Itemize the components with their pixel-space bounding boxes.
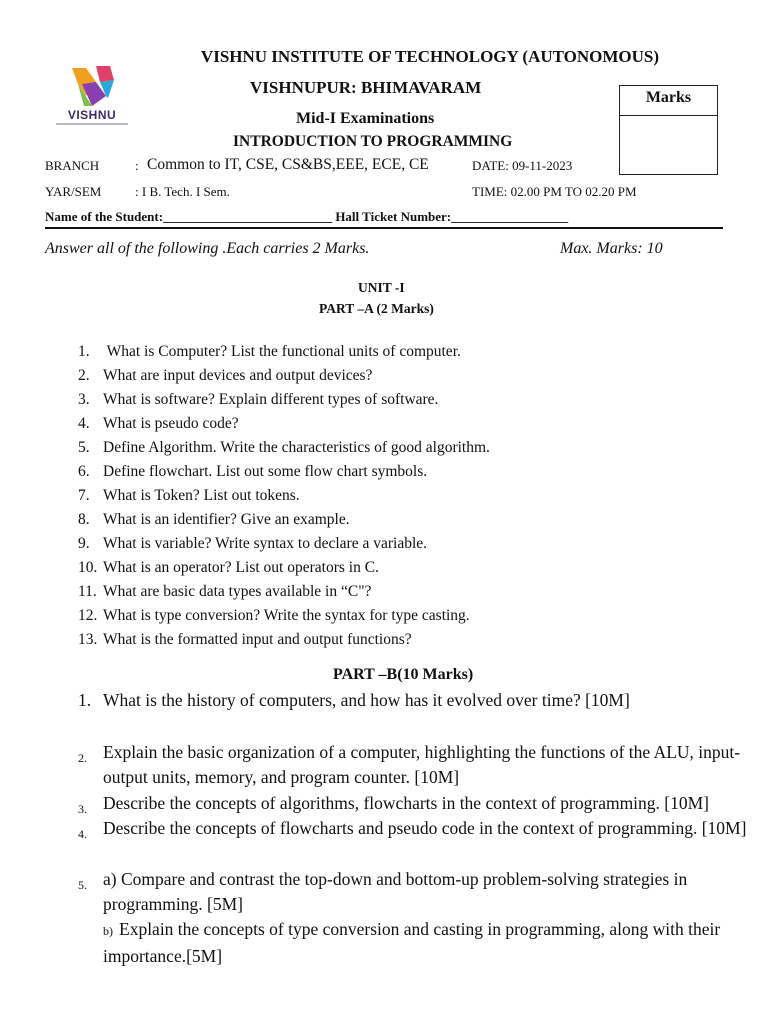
marks-box (619, 85, 718, 175)
max-marks: Max. Marks: 10 (560, 240, 663, 257)
list-item: 2. What are input devices and output devices? (78, 367, 373, 384)
part-a-list (78, 340, 490, 652)
list-item: 4. Describe the concepts of flowcharts and pseudo code in the context of programming. [10M] (78, 818, 747, 841)
list-item: 2. Explain the basic organization of a computer, highlighting the functions of the ALU, input-output units, memory, and program counter. [10M] (78, 742, 741, 787)
branch-value: Common to IT, CSE, CS&BS,EEE, ECE, CE (147, 156, 429, 173)
list-item: 7. What is Token? List out tokens. (78, 487, 300, 504)
list-item: 8. What is an identifier? Give an example. (78, 511, 350, 528)
list-item: 10. What is an operator? List out operators in C. (78, 559, 379, 576)
part-b-list (78, 688, 758, 988)
institute-name: VISHNU INSTITUTE OF TECHNOLOGY (AUTONOMOUS) (200, 47, 660, 66)
list-item: 5. a) Compare and contrast the top-down and bottom-up problem-solving strategies in programming. [5M] b) Explain the concepts of type conversion and casting in programming, along with their importance.[5M] (78, 869, 721, 966)
part-a-heading: PART –A (2 Marks) (319, 301, 434, 316)
exam-date: DATE: 09-11-2023 (472, 158, 573, 173)
list-item: 6. Define flowchart. List out some flow chart symbols. (78, 463, 428, 480)
logo-tagline (56, 123, 128, 125)
list-item: 1. What is Computer? List the functional units of computer. (78, 343, 461, 360)
list-item: 5. Define Algorithm. Write the characteristics of good algorithm. (78, 439, 490, 456)
yearsem-value: : I B. Tech. I Sem. (135, 184, 230, 199)
header-divider (45, 227, 723, 229)
list-item: 4. What is pseudo code? (78, 415, 239, 432)
student-details-line: Name of the Student:__________________________ Hall Ticket Number:__________________ (45, 209, 569, 224)
part-b-heading: PART –B(10 Marks) (333, 666, 474, 683)
exam-title: Mid-I Examinations (296, 110, 435, 127)
list-item: 9. What is variable? Write syntax to declare a variable. (78, 535, 428, 552)
yearsem-label: YAR/SEM (45, 184, 102, 199)
list-item: 3. Describe the concepts of algorithms, flowcharts in the context of programming. [10M] (78, 793, 710, 816)
list-item: 1. What is the history of computers, and how has it evolved over time? [10M] (78, 690, 630, 710)
logo-wordmark: VISHNU (67, 108, 117, 122)
list-item: 3. What is software? Explain different types of software. (78, 391, 439, 408)
branch-label: BRANCH (45, 158, 100, 173)
instructions-text: Answer all of the following .Each carries 2 Marks. (45, 240, 370, 257)
exam-time: TIME: 02.00 PM TO 02.20 PM (472, 184, 637, 199)
unit-heading: UNIT -I (358, 280, 405, 295)
branch-separator: : (135, 158, 139, 173)
list-item: 12. What is type conversion? Write the syntax for type casting. (78, 607, 470, 624)
marks-box-label: Marks (620, 86, 717, 116)
list-item: 11. What are basic data types available in “C"? (78, 583, 372, 600)
institute-location: VISHNUPUR: BHIMAVARAM (250, 78, 482, 97)
list-item: 13. What is the formatted input and output functions? (78, 631, 412, 648)
subject-title: INTRODUCTION TO PROGRAMMING (233, 133, 513, 150)
